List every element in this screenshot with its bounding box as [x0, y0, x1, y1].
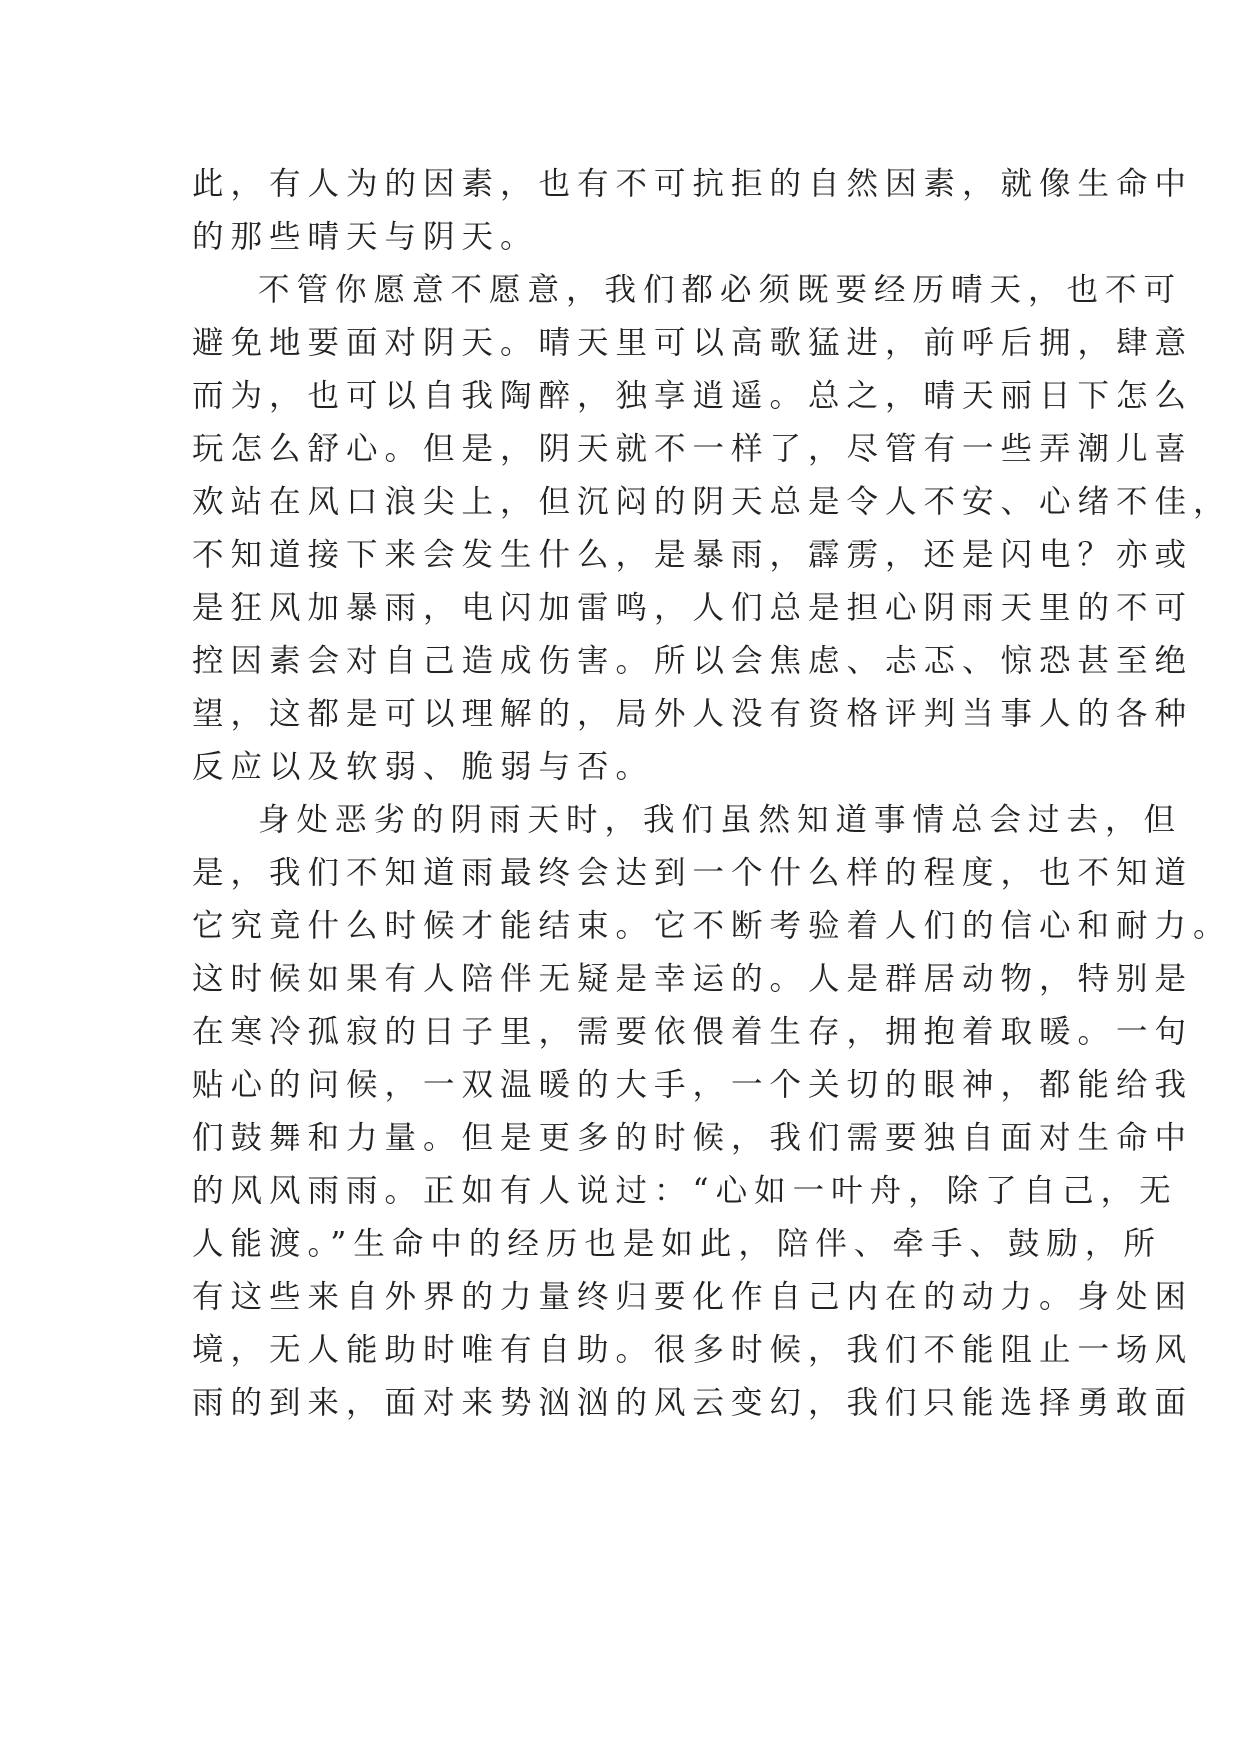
text-line: 境，无人能助时唯有自助。很多时候，我们不能阻止一场风	[192, 1332, 1194, 1368]
text-line: 是，我们不知道雨最终会达到一个什么样的程度，也不知道	[192, 855, 1194, 891]
text-line: 欢站在风口浪尖上，但沉闷的阴天总是令人不安、心绪不佳，	[192, 484, 1232, 520]
text-line: 的风风雨雨。正如有人说过：“心如一叶舟，除了自己，无	[192, 1173, 1178, 1209]
text-line: 玩怎么舒心。但是，阴天就不一样了，尽管有一些弄潮儿喜	[192, 431, 1194, 467]
text-line: 在寒冷孤寂的日子里，需要依偎着生存，拥抱着取暖。一句	[192, 1014, 1194, 1050]
text-line: 控因素会对自己造成伤害。所以会焦虑、忐忑、惊恐甚至绝	[192, 643, 1194, 679]
text-line: 雨的到来，面对来势汹汹的风云变幻，我们只能选择勇敢面	[192, 1385, 1194, 1421]
text-line: 反应以及软弱、脆弱与否。	[192, 749, 655, 785]
text-line: 它究竟什么时候才能结束。它不断考验着人们的信心和耐力。	[192, 908, 1232, 944]
text-line: 而为，也可以自我陶醉，独享逍遥。总之，晴天丽日下怎么	[192, 378, 1194, 414]
text-line: 望，这都是可以理解的，局外人没有资格评判当事人的各种	[192, 696, 1194, 732]
text-line: 贴心的问候，一双温暖的大手，一个关切的眼神，都能给我	[192, 1067, 1194, 1103]
text-line: 有这些来自外界的力量终归要化作自己内在的动力。身处困	[192, 1279, 1194, 1315]
paragraph-first-line: 不管你愿意不愿意，我们都必须既要经历晴天，也不可	[258, 272, 1183, 308]
text-line: 们鼓舞和力量。但是更多的时候，我们需要独自面对生命中	[192, 1120, 1194, 1156]
text-line: 这时候如果有人陪伴无疑是幸运的。人是群居动物，特别是	[192, 961, 1194, 997]
body-text	[192, 158, 1232, 1430]
text-line: 是狂风加暴雨，电闪加雷鸣，人们总是担心阴雨天里的不可	[192, 590, 1194, 626]
text-line: 的那些晴天与阴天。	[192, 219, 539, 255]
text-line: 避免地要面对阴天。晴天里可以高歌猛进，前呼后拥，肆意	[192, 325, 1194, 361]
text-line: 不知道接下来会发生什么，是暴雨，霹雳，还是闪电？亦或	[192, 537, 1194, 573]
text-line: 人能渡。”生命中的经历也是如此，陪伴、牵手、鼓励，所	[192, 1226, 1162, 1262]
paragraph-first-line: 身处恶劣的阴雨天时，我们虽然知道事情总会过去，但	[258, 802, 1183, 838]
text-line: 此，有人为的因素，也有不可抗拒的自然因素，就像生命中	[192, 166, 1194, 202]
